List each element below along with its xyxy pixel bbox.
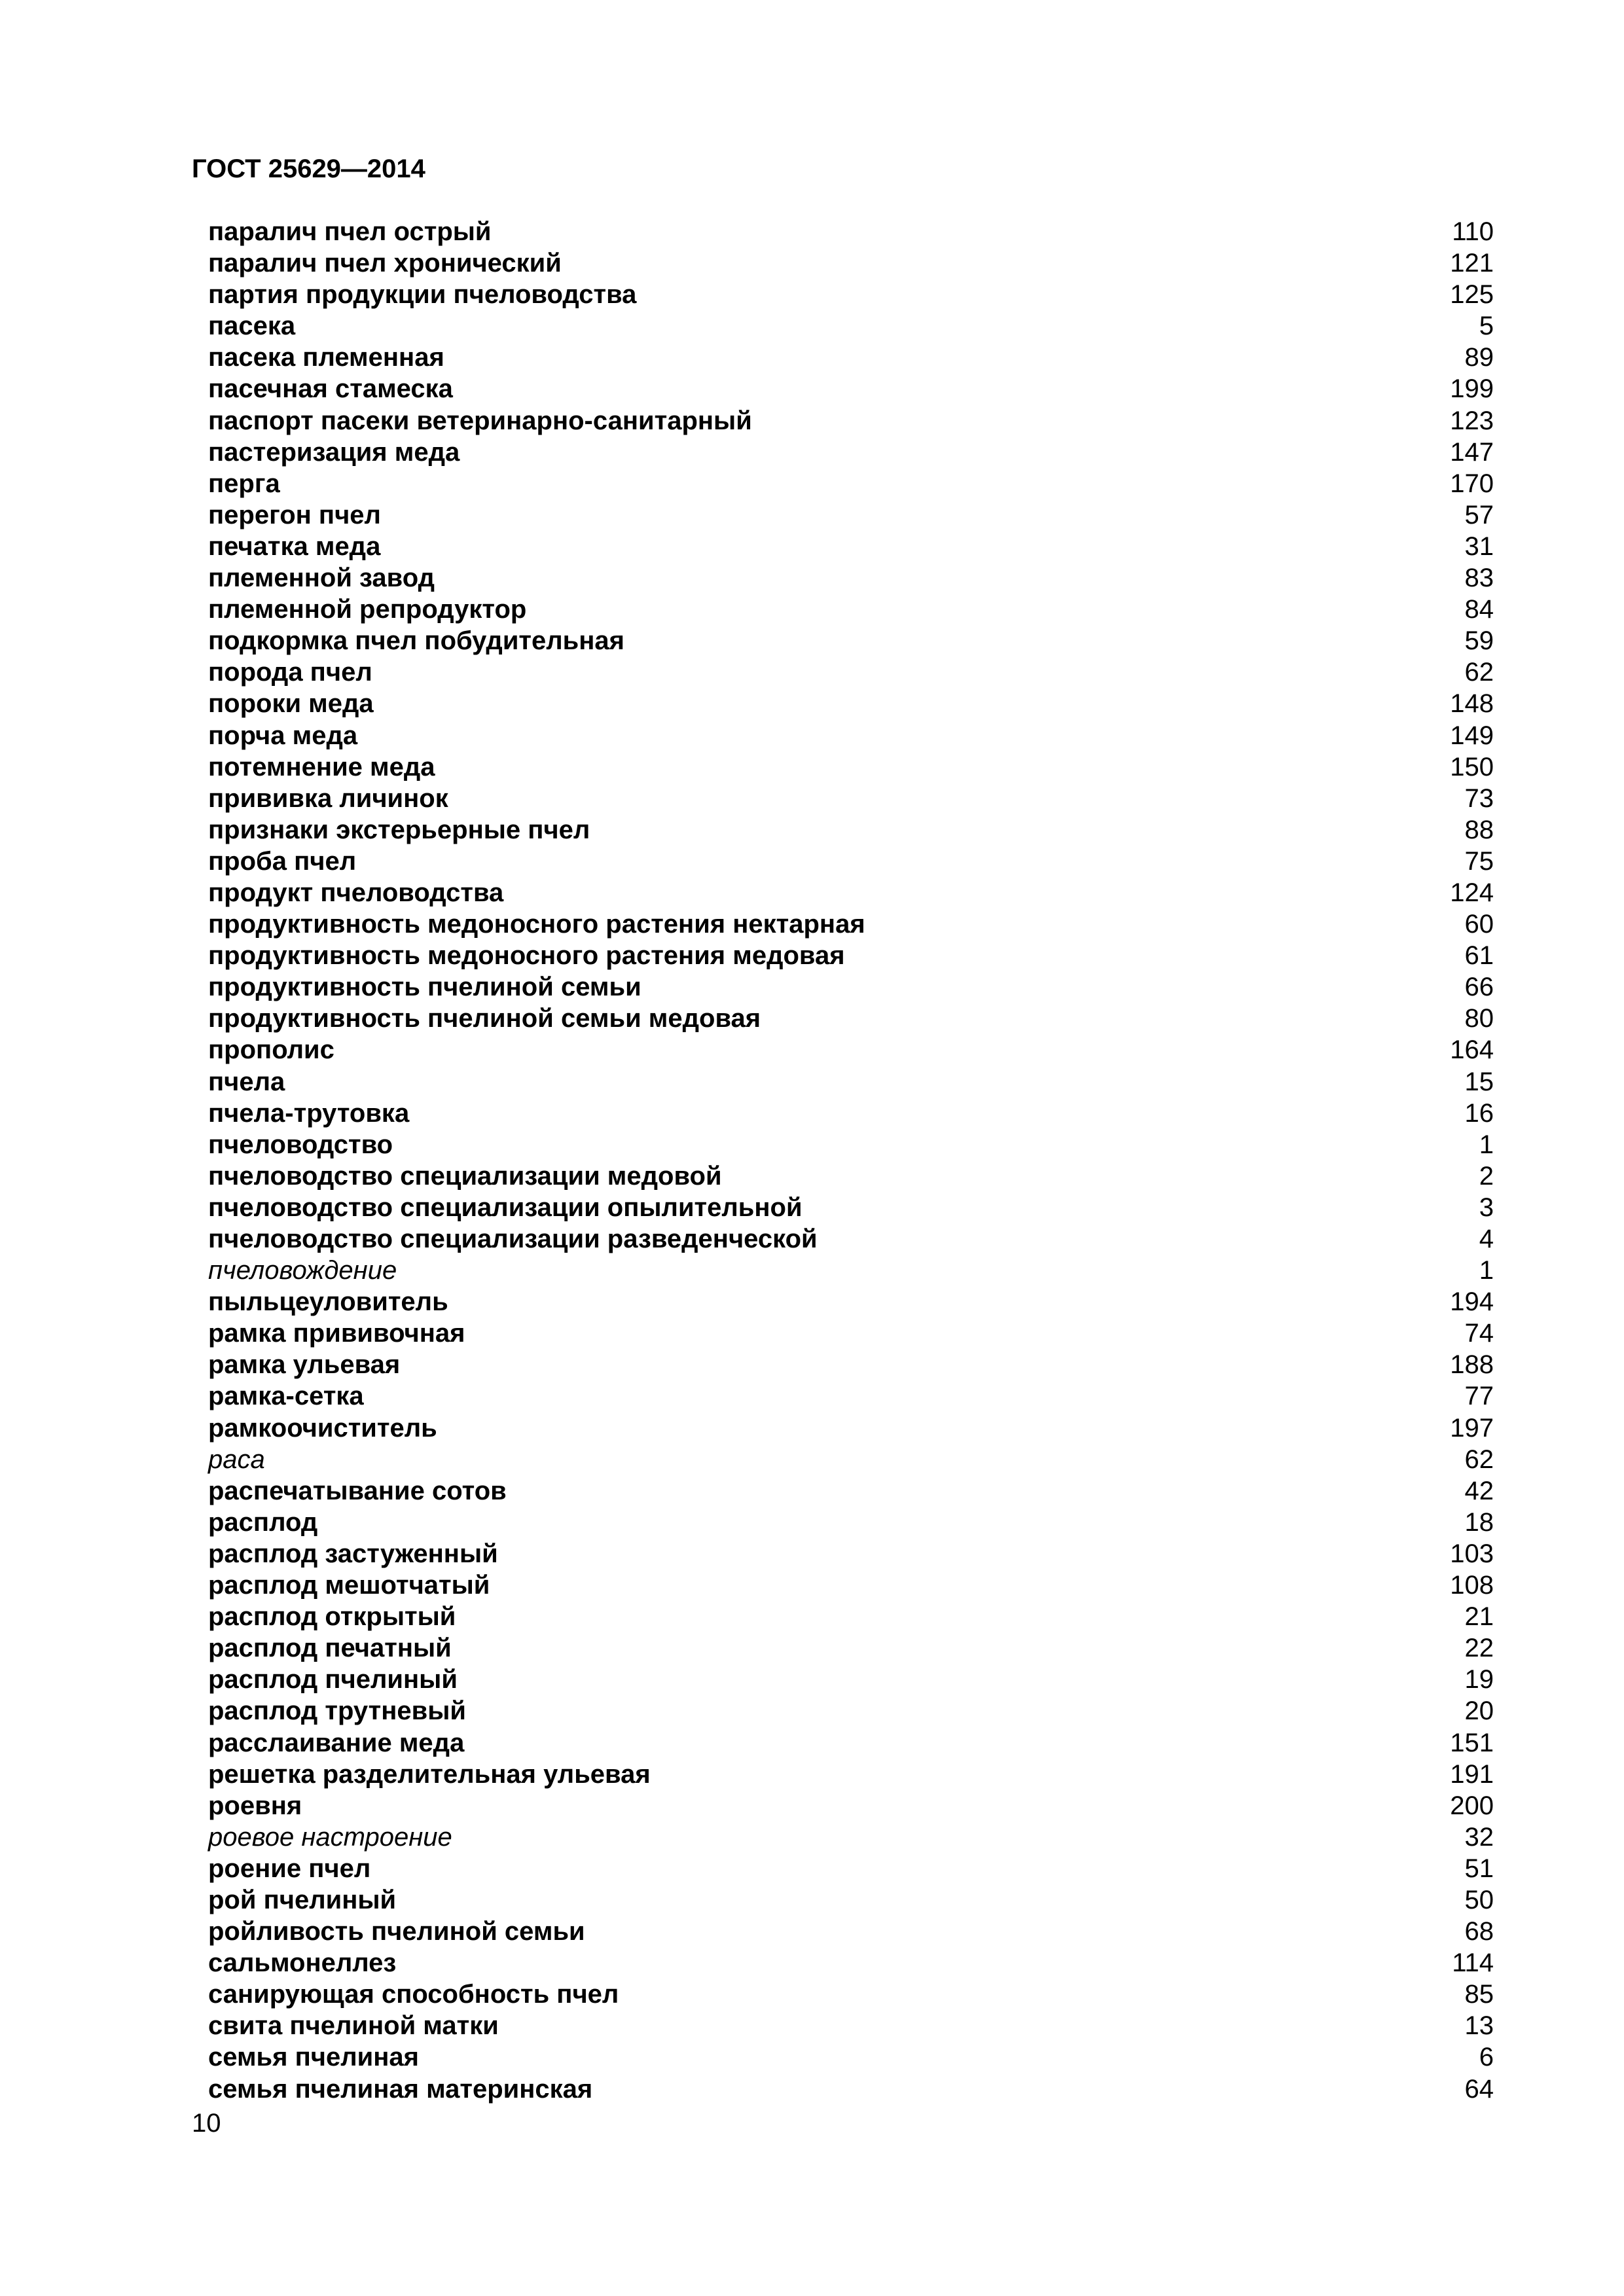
- index-term-number: 164: [1450, 1035, 1494, 1065]
- index-term-number: 64: [1464, 2074, 1494, 2104]
- index-entry: [208, 1444, 1494, 1475]
- index-term-number: 42: [1464, 1476, 1494, 1505]
- index-term-number: 114: [1452, 1948, 1494, 1978]
- index-term: пчела: [208, 1067, 285, 1096]
- index-entry: [208, 279, 1494, 310]
- index-term: потемнение меда: [208, 752, 435, 781]
- index-term-number: 6: [1479, 2043, 1494, 2072]
- index-term: роевое настроение: [208, 1822, 452, 1852]
- index-term: пасека: [208, 312, 296, 341]
- term-index-list: [208, 216, 1494, 2105]
- index-term: расплод открытый: [208, 1602, 456, 1632]
- index-entry: [208, 1664, 1494, 1695]
- index-term: паралич пчел хронический: [208, 249, 562, 278]
- index-term: пчеловодство специализации опылительной: [208, 1193, 803, 1222]
- index-entry: [208, 1066, 1494, 1098]
- index-term: пчеловождение: [208, 1256, 397, 1285]
- index-term-number: 51: [1464, 1854, 1494, 1883]
- index-term-number: 123: [1450, 406, 1494, 435]
- index-term: порода пчел: [208, 658, 372, 687]
- index-entry: [208, 1475, 1494, 1507]
- index-term: расплод застуженный: [208, 1539, 498, 1568]
- index-entry: [208, 405, 1494, 437]
- index-term: распечатывание сотов: [208, 1476, 507, 1505]
- index-term: расплод мешотчатый: [208, 1571, 490, 1600]
- index-term-number: 147: [1450, 437, 1494, 467]
- index-term: семья пчелиная материнская: [208, 2074, 593, 2104]
- index-entry: [208, 940, 1494, 971]
- index-term: рой пчелиный: [208, 1885, 397, 1914]
- index-term-number: 66: [1464, 973, 1494, 1002]
- index-term: порча меда: [208, 721, 358, 750]
- index-term: пчела-трутовка: [208, 1098, 410, 1128]
- index-entry: [208, 1192, 1494, 1223]
- index-entry: [208, 656, 1494, 688]
- index-entry: [208, 1034, 1494, 1066]
- index-entry: [208, 783, 1494, 814]
- index-term-number: 5: [1479, 312, 1494, 341]
- index-term-number: 13: [1464, 2011, 1494, 2041]
- index-term-number: 110: [1452, 217, 1494, 246]
- index-term: расплод пчелиный: [208, 1665, 458, 1695]
- index-entry: [208, 1601, 1494, 1632]
- index-term: племенной завод: [208, 564, 435, 593]
- index-term-number: 60: [1464, 910, 1494, 939]
- index-term-number: 151: [1450, 1728, 1494, 1757]
- index-term-number: 50: [1464, 1885, 1494, 1914]
- index-term: продуктивность медоносного растения нектарная: [208, 910, 865, 939]
- index-term-number: 31: [1464, 531, 1494, 561]
- index-term: раса: [208, 1444, 265, 1474]
- index-entry: [208, 1884, 1494, 1916]
- index-entry: [208, 971, 1494, 1003]
- index-term-number: 4: [1479, 1225, 1494, 1253]
- index-entry: [208, 2073, 1494, 2105]
- index-entry: [208, 1979, 1494, 2010]
- index-term: расплод печатный: [208, 1634, 452, 1663]
- index-term-number: 80: [1464, 1004, 1494, 1033]
- index-entry: [208, 625, 1494, 656]
- index-term-number: 85: [1464, 1980, 1494, 2009]
- index-term-number: 197: [1450, 1413, 1494, 1443]
- index-term-number: 16: [1464, 1098, 1494, 1128]
- index-term-number: 19: [1464, 1665, 1494, 1695]
- index-term: расплод: [208, 1507, 318, 1537]
- index-term: пчеловодство: [208, 1130, 393, 1159]
- index-term: роевня: [208, 1791, 302, 1820]
- index-entry: [208, 310, 1494, 342]
- index-term-number: 1: [1479, 1130, 1494, 1159]
- index-term: рамка-сетка: [208, 1382, 364, 1411]
- index-term-number: 62: [1464, 658, 1494, 687]
- index-term-number: 15: [1464, 1067, 1494, 1096]
- index-entry: [208, 437, 1494, 468]
- index-term-number: 89: [1464, 343, 1494, 372]
- index-term: перга: [208, 469, 280, 498]
- index-term: решетка разделительная ульевая: [208, 1759, 651, 1789]
- index-term: подкормка пчел побудительная: [208, 626, 624, 656]
- index-term: пасека племенная: [208, 343, 444, 372]
- index-term: продуктивность пчелиной семьи медовая: [208, 1004, 761, 1033]
- index-term: продуктивность пчелиной семьи: [208, 973, 641, 1002]
- index-term-number: 191: [1450, 1759, 1494, 1789]
- index-entry: [208, 1947, 1494, 1979]
- index-term-number: 3: [1479, 1193, 1494, 1222]
- index-entry: [208, 531, 1494, 562]
- index-entry: [208, 2010, 1494, 2041]
- index-entry: [208, 846, 1494, 877]
- index-entry: [208, 1318, 1494, 1349]
- index-term: печатка меда: [208, 531, 381, 561]
- index-entry: [208, 1255, 1494, 1286]
- index-entry: [208, 1223, 1494, 1255]
- index-entry: [208, 814, 1494, 846]
- index-entry: [208, 1129, 1494, 1160]
- index-term-number: 194: [1450, 1287, 1494, 1317]
- index-term-number: 188: [1450, 1350, 1494, 1380]
- index-term-number: 149: [1450, 721, 1494, 750]
- index-term-number: 108: [1450, 1571, 1494, 1600]
- index-term: рамкоочиститель: [208, 1413, 437, 1443]
- index-term: паспорт пасеки ветеринарно-санитарный: [208, 406, 752, 435]
- index-term-number: 103: [1450, 1539, 1494, 1568]
- index-entry: [208, 247, 1494, 279]
- index-entry: [208, 877, 1494, 908]
- index-entry: [208, 1695, 1494, 1727]
- page-number: 10: [192, 2109, 221, 2138]
- index-term-number: 170: [1450, 469, 1494, 498]
- index-term-number: 73: [1464, 783, 1494, 813]
- index-term-number: 21: [1464, 1602, 1494, 1632]
- index-entry: [208, 216, 1494, 247]
- index-entry: [208, 1003, 1494, 1034]
- index-term: расслаивание меда: [208, 1728, 465, 1757]
- index-term: пастеризация меда: [208, 437, 460, 467]
- index-term: партия продукции пчеловодства: [208, 280, 637, 310]
- index-term-number: 68: [1464, 1917, 1494, 1946]
- index-entry: [208, 1380, 1494, 1412]
- index-entry: [208, 1727, 1494, 1759]
- index-term: рамка прививочная: [208, 1319, 465, 1348]
- index-term-number: 77: [1464, 1382, 1494, 1411]
- index-term: перегон пчел: [208, 500, 381, 529]
- index-term-number: 74: [1464, 1319, 1494, 1348]
- index-entry: [208, 1570, 1494, 1601]
- index-term: продукт пчеловодства: [208, 878, 504, 907]
- index-term: проба пчел: [208, 846, 357, 876]
- index-term-number: 199: [1450, 374, 1494, 404]
- index-term: сальмонеллез: [208, 1948, 397, 1978]
- index-term: расплод трутневый: [208, 1696, 466, 1726]
- index-entry: [208, 1759, 1494, 1790]
- index-term-number: 124: [1450, 878, 1494, 907]
- index-term-number: 125: [1450, 280, 1494, 310]
- index-entry: [208, 468, 1494, 499]
- index-term: пчеловодство специализации медовой: [208, 1161, 722, 1191]
- index-term: пчеловодство специализации разведенческой: [208, 1225, 818, 1253]
- index-term-number: 57: [1464, 500, 1494, 529]
- index-entry: [208, 1349, 1494, 1380]
- index-term: санирующая способность пчел: [208, 1980, 619, 2009]
- index-entry: [208, 1160, 1494, 1192]
- index-term: пыльцеуловитель: [208, 1287, 448, 1317]
- index-entry: [208, 1632, 1494, 1664]
- index-entry: [208, 1821, 1494, 1853]
- index-term: ройливость пчелиной семьи: [208, 1917, 585, 1946]
- index-term: прививка личинок: [208, 783, 448, 813]
- index-term-number: 2: [1479, 1161, 1494, 1191]
- index-term-number: 148: [1450, 689, 1494, 719]
- index-term: роение пчел: [208, 1854, 371, 1883]
- index-term-number: 62: [1464, 1444, 1494, 1474]
- index-term-number: 32: [1464, 1822, 1494, 1852]
- index-term: прополис: [208, 1035, 334, 1065]
- index-entry: [208, 499, 1494, 531]
- index-entry: [208, 908, 1494, 940]
- index-entry: [208, 751, 1494, 783]
- index-term-number: 22: [1464, 1634, 1494, 1663]
- index-term-number: 84: [1464, 595, 1494, 624]
- index-entry: [208, 1412, 1494, 1444]
- index-term: продуктивность медоносного растения медовая: [208, 941, 845, 971]
- index-entry: [208, 1916, 1494, 1947]
- index-entry: [208, 594, 1494, 625]
- index-term: семья пчелиная: [208, 2043, 419, 2072]
- index-entry: [208, 342, 1494, 373]
- document-header: ГОСТ 25629—2014: [192, 154, 425, 183]
- index-entry: [208, 1853, 1494, 1884]
- index-term: пасечная стамеска: [208, 374, 453, 404]
- index-term: паралич пчел острый: [208, 217, 492, 246]
- index-entry: [208, 688, 1494, 719]
- index-term-number: 18: [1464, 1507, 1494, 1537]
- index-entry: [208, 1098, 1494, 1129]
- index-entry: [208, 2041, 1494, 2073]
- index-term-number: 75: [1464, 846, 1494, 876]
- index-term-number: 61: [1464, 941, 1494, 971]
- index-entry: [208, 720, 1494, 751]
- index-entry: [208, 1286, 1494, 1318]
- index-entry: [208, 1507, 1494, 1538]
- index-term: свита пчелиной матки: [208, 2011, 499, 2041]
- index-term: пороки меда: [208, 689, 374, 719]
- index-term: племенной репродуктор: [208, 595, 527, 624]
- index-term-number: 1: [1479, 1256, 1494, 1285]
- index-entry: [208, 373, 1494, 404]
- index-term-number: 88: [1464, 815, 1494, 844]
- index-term-number: 200: [1450, 1791, 1494, 1820]
- index-entry: [208, 562, 1494, 594]
- index-term-number: 20: [1464, 1696, 1494, 1726]
- index-entry: [208, 1538, 1494, 1570]
- index-term: рамка ульевая: [208, 1350, 401, 1380]
- index-entry: [208, 1790, 1494, 1821]
- index-term-number: 150: [1450, 752, 1494, 781]
- index-term: признаки экстерьерные пчел: [208, 815, 590, 844]
- index-term-number: 121: [1450, 249, 1494, 278]
- index-term-number: 59: [1464, 626, 1494, 656]
- index-term-number: 83: [1464, 564, 1494, 593]
